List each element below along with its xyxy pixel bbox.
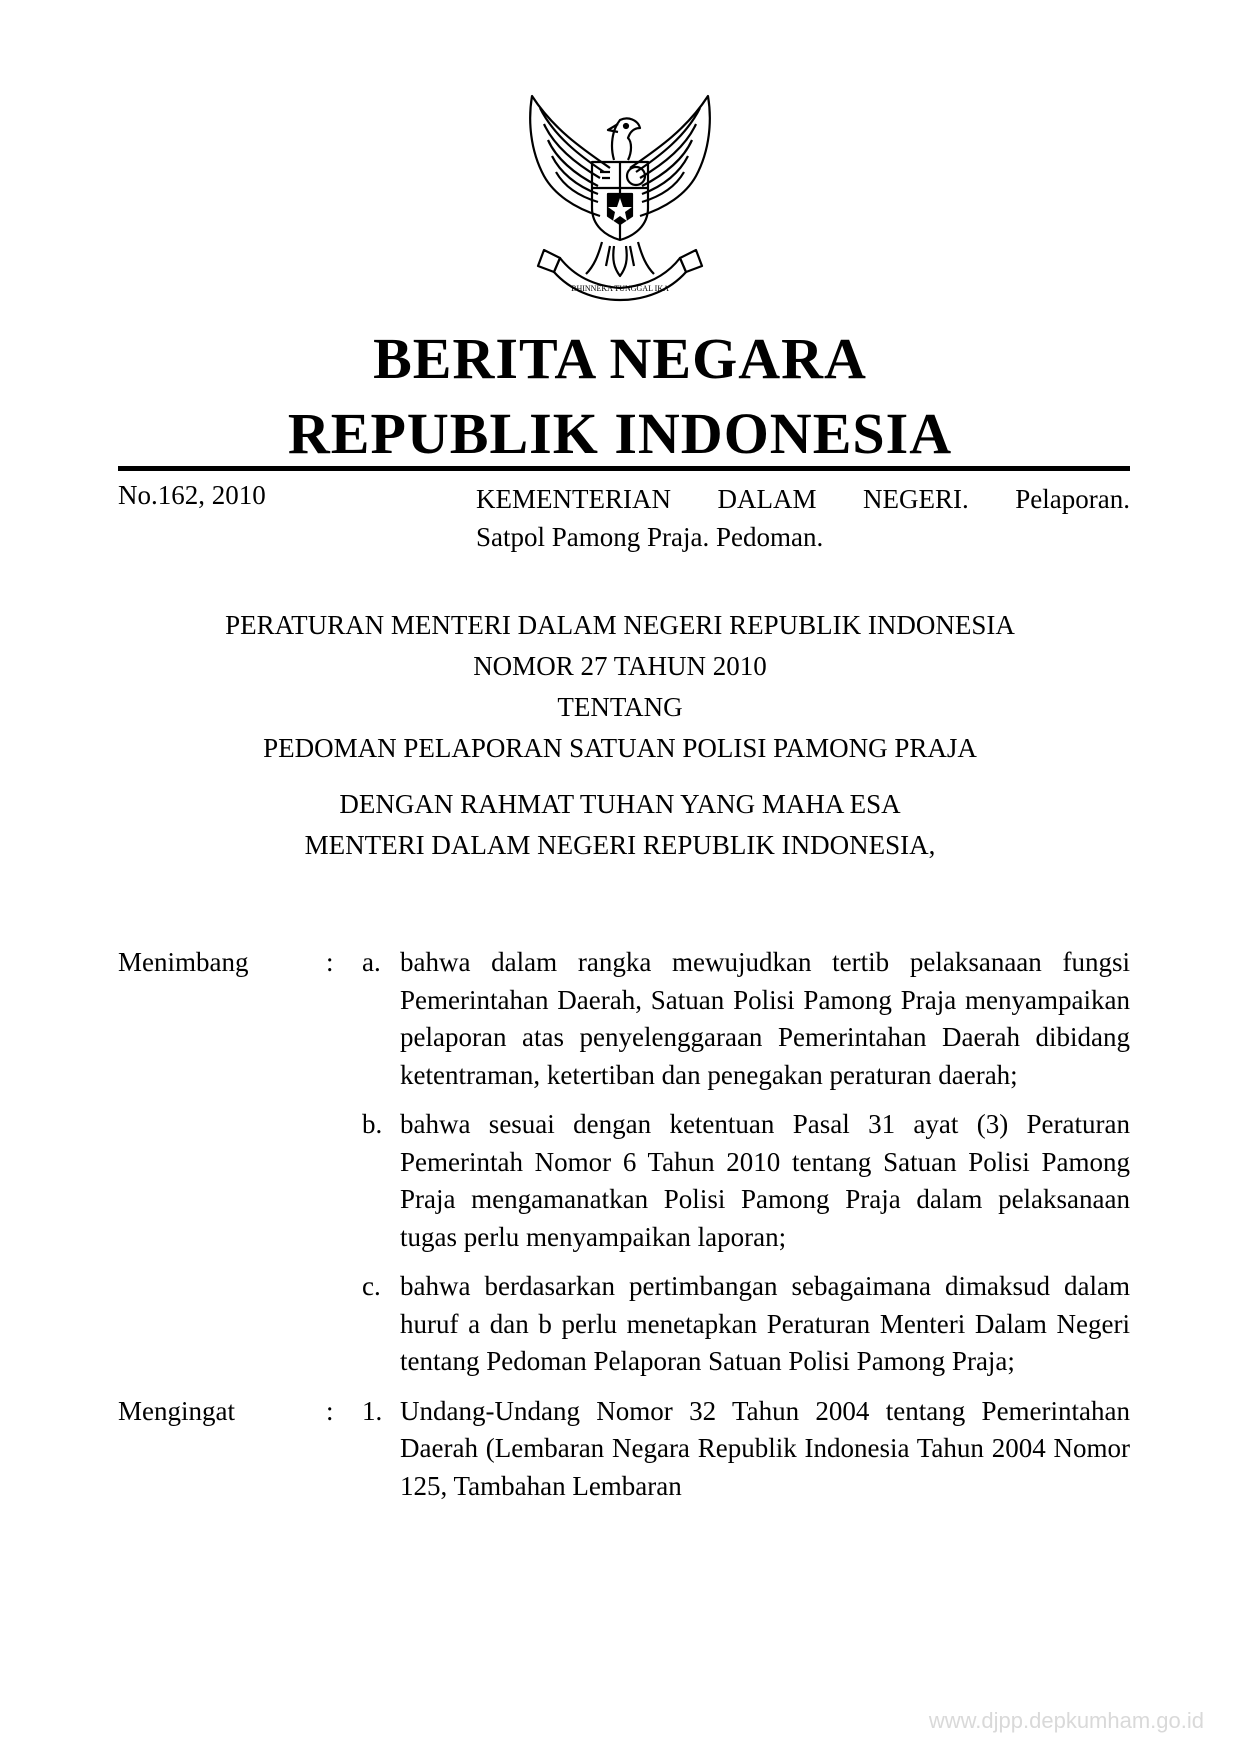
subject-word: NEGERI.	[863, 484, 969, 514]
garuda-emblem-icon	[514, 90, 726, 302]
subject-word: DALAM	[717, 484, 817, 514]
gazette-number: No.162, 2010	[118, 480, 266, 510]
subject-word: KEMENTERIAN	[476, 484, 671, 514]
clause-marker: b.	[362, 1109, 383, 1139]
clause-marker: c.	[362, 1271, 381, 1301]
subject-word: Pelaporan.	[1015, 484, 1130, 514]
clause-item	[362, 1268, 1130, 1381]
clause-item	[362, 1393, 1130, 1506]
section-colon: :	[326, 1395, 334, 1426]
clause-item	[362, 944, 1130, 1094]
preamble-line: MENTERI DALAM NEGERI REPUBLIK INDONESIA,	[304, 830, 936, 860]
watermark-url: www.djpp.depkumham.go.id	[928, 1708, 1204, 1733]
section-label: Menimbang	[118, 947, 249, 977]
clause-marker: a.	[362, 947, 381, 977]
section-label: Mengingat	[118, 1395, 235, 1426]
clause-item	[362, 1106, 1130, 1256]
heading-line: PERATURAN MENTERI DALAM NEGERI REPUBLIK INDONESIA	[225, 610, 1015, 640]
masthead-title-line2: REPUBLIK INDONESIA	[287, 401, 953, 466]
gazette-subject	[476, 480, 1130, 556]
section-menimbang	[118, 944, 1130, 1381]
clause-marker: 1.	[362, 1395, 383, 1426]
clause-text: bahwa dalam rangka mewujudkan tertib pelaksanaan fungsi Pemerintahan Daerah, Satuan Polisi Pamong Praja menyampaikan pelaporan atas penyelenggaraan Pemerintahan Daerah dibidang ketentraman, ketertiban dan penegakan peraturan daerah;	[400, 947, 1130, 1090]
clause-text: bahwa sesuai dengan ketentuan Pasal 31 ayat (3) Peraturan Pemerintah Nomor 6 Tahun 2010 tentang Satuan Polisi Pamong Praja mengamanatkan Polisi Pamong Praja dalam pelaksanaan tugas perlu menyampaikan laporan;	[400, 1109, 1130, 1252]
subject-line2: Satpol Pamong Praja. Pedoman.	[476, 522, 824, 552]
clause-text: bahwa berdasarkan pertimbangan sebagaimana dimaksud dalam huruf a dan b perlu menetapkan Peraturan Menteri Dalam Negeri tentang Pedoman Pelaporan Satuan Polisi Pamong Praja;	[400, 1271, 1130, 1376]
clause-text: Undang-Undang Nomor 32 Tahun 2004 tentang Pemerintahan Daerah (Lembaran Negara Republik Indonesia Tahun 2004 Nomor 125, Tambahan Lembaran	[400, 1395, 1130, 1501]
subject-line1	[476, 480, 1130, 518]
heading-line: TENTANG	[557, 692, 683, 722]
heading-line: NOMOR 27 TAHUN 2010	[473, 651, 767, 681]
motto-text: BHINNEKA TUNGGAL IKA	[571, 284, 669, 293]
section-colon: :	[326, 947, 334, 977]
clauses	[118, 944, 1130, 1517]
masthead-rule	[118, 466, 1130, 471]
preamble-line: DENGAN RAHMAT TUHAN YANG MAHA ESA	[339, 789, 901, 819]
regulation-heading	[0, 605, 1240, 769]
preamble	[0, 784, 1240, 866]
heading-line: PEDOMAN PELAPORAN SATUAN POLISI PAMONG PRAJA	[263, 733, 977, 763]
masthead-title-line1: BERITA NEGARA	[373, 326, 867, 391]
section-mengingat	[118, 1393, 1130, 1506]
